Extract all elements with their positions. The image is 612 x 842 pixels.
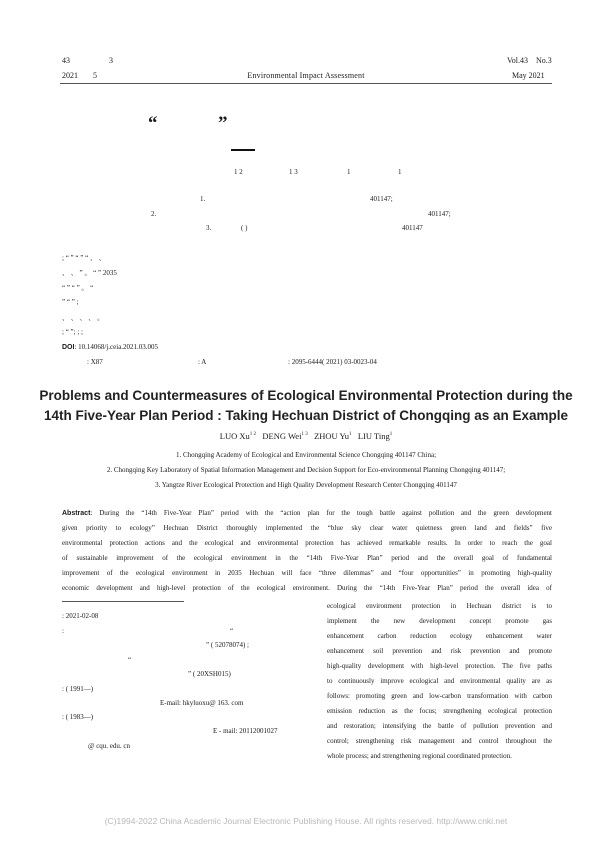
cn-keywords: ; “ ”; ; ; (62, 328, 83, 336)
article-id: : 2095-6444( 2021) 03-0023-04 (288, 358, 377, 366)
en-author-name: LUO Xu (219, 431, 250, 441)
header-issue-en: No.3 (536, 56, 552, 65)
footnote-author2-email-cont: @ cqu. edu. cn (88, 742, 131, 750)
en-abstract-right-line: high-quality development with high-level protection. The five paths (327, 662, 552, 670)
en-abstract-label: Abstract (62, 510, 91, 517)
cn-abstract-line: 、 、 ” 。 “ ” 2035 (62, 269, 117, 277)
en-author-sup: 1 (348, 432, 352, 438)
en-author-sup: 1 (389, 432, 393, 438)
footnote-fund-quote: “ (128, 656, 132, 664)
en-abstract-line: given priority to ecology” Hechuan District thoroughly implemented the “blue sky clear water quietness green land and fields” five (62, 524, 552, 532)
cn-abstract-line: “ ” “ ” 。 “ (62, 284, 94, 292)
en-author-name: ZHOU Yu (314, 431, 349, 441)
en-abstract-line: environmental protection actions and the ecological and environmental protection has achieved remarkable results. In order to reach the goal (62, 539, 552, 547)
cn-author-sup-3: 1 (347, 168, 351, 176)
doi-label: DOI (62, 344, 75, 351)
header-month-cn: 5 (93, 71, 97, 80)
en-abstract-right-line: emission reduction as the focus; strengthening ecological protection (327, 707, 552, 715)
cn-abstract-line: ; “ ” “ ” “ 、 、 (62, 254, 106, 262)
en-abstract-right-line: control; strengthening risk management and control throughout the (327, 737, 552, 745)
en-title-line1: Problems and Countermeasures of Ecological Environmental Protection during the (39, 388, 573, 403)
en-author-list (0, 431, 612, 441)
footnote-author2-email: E - mail: 20112001027 (213, 727, 278, 735)
cn-title-quote-open: “ (148, 113, 158, 134)
doi-value: : 10.14068/j.ceia.2021.03.005 (74, 343, 159, 351)
en-abstract-right-line: enhancement carbon reduction ecology enhancement water (327, 632, 552, 640)
cn-abstract-line: ” “ ” ; (62, 298, 79, 306)
en-abstract-line: economic development and high-level protection of the ecological environment. During the “14th Five-Year Plan” period the overall idea of (62, 584, 552, 592)
cn-title-dash (231, 149, 255, 151)
footnote-fund-project-1: ” ( 52078074) ; (206, 641, 249, 649)
en-affiliation-1: 1. Chongqing Academy of Ecological and Environmental Science Chongqing 401147 China; (175, 451, 437, 459)
en-abstract-right-line: to continuously improve ecological and environmental quality are as (327, 677, 552, 685)
cn-aff2-code: 401147; (428, 210, 451, 218)
clc-number: : X87 (87, 358, 103, 366)
en-affiliation-3: 3. Yangtze River Ecological Protection and High Quality Development Research Center Chongqing 401147 (155, 481, 457, 489)
en-abstract-right-line: ecological environment protection in Hechuan district is to (327, 602, 552, 610)
cn-aff3-code: 401147 (402, 224, 423, 232)
footnote-fund-colon: : (62, 627, 64, 635)
copyright-footer: (C)1994-2022 China Academic Journal Electronic Publishing House. All rights reserved. http://www.cnki.net (104, 816, 508, 826)
cn-author-sup-1: 1 2 (234, 168, 243, 176)
footnote-author2-years: : ( 1983—) (62, 713, 94, 721)
en-abstract-line: improvement of the ecological environment in 2035 Hechuan will face “three dilemmas” and “four opportunities” in promoting high-quality (62, 569, 552, 577)
footnote-received: : 2021-02-08 (62, 612, 99, 620)
cn-aff3-num: 3. (206, 224, 212, 232)
header-volume-cn: 43 (62, 56, 70, 65)
cn-aff2-num: 2. (151, 210, 157, 218)
doi-line (62, 343, 158, 351)
en-abstract-right-line: implement the new development concept promote gas (327, 617, 552, 625)
en-abstract-right-line: whole process; and strengthening regional coordinated protection. (327, 752, 512, 760)
header-year-cn: 2021 (62, 71, 78, 80)
en-affiliation-2: 2. Chongqing Key Laboratory of Spatial Information Management and Decision Support for Eco-environmental Planning Chongqing 401147; (106, 466, 506, 474)
en-author-name: DENG Wei (262, 431, 302, 441)
header-issue-cn: 3 (109, 56, 113, 65)
en-abstract-line: of sustainable improvement of the ecological environment in the “14th Five-Year Plan” period and the overall goal of fundamental (62, 554, 552, 562)
header-volume-en: Vol.43 (507, 56, 528, 65)
footnote-author1-email: E-mail: hkyluoxu@ 163. com (160, 699, 244, 707)
en-title-line2: 14th Five-Year Plan Period : Taking Hechuan District of Chongqing as an Example (43, 408, 569, 423)
doc-code: : A (198, 358, 207, 366)
cn-title-quote-close: ” (218, 113, 228, 134)
en-author-sup: 1 2 (249, 432, 257, 438)
footnote-author1-years: : ( 1991—) (62, 685, 94, 693)
cn-abstract-line: 、 、 、 、 。 (62, 314, 104, 322)
en-author-sup: 1 3 (301, 432, 308, 438)
cn-aff1-num: 1. (200, 195, 206, 203)
cn-author-sup-4: 1 (398, 168, 402, 176)
footnote-rule (62, 601, 184, 602)
footnote-fund-project-2: ” ( 20XSH015) (188, 670, 231, 678)
en-abstract-right-line: and restoration; intensifying the battle of pollution prevention and (327, 722, 552, 730)
en-abstract-right-line: follows: promoting green and low-carbon transformation with carbon (327, 692, 552, 700)
header-date-en: May 2021 (512, 71, 545, 80)
en-abstract-line: Abstract: During the “14th Five-Year Plan” period with the “action plan for the tough battle against pollution and the green development (62, 509, 552, 517)
header-rule (60, 83, 552, 84)
en-abstract-right-line: enhancement soil prevention and risk prevention and promote (327, 647, 552, 655)
en-author-name: LIU Ting (357, 431, 390, 441)
footnote-fund-quote: “ (230, 627, 234, 635)
cn-aff1-code: 401147; (370, 195, 393, 203)
cn-aff3-paren: ( ) (241, 224, 248, 232)
cn-author-sup-2: 1 3 (289, 168, 298, 176)
header-journal-name: Environmental Impact Assessment (247, 71, 365, 80)
